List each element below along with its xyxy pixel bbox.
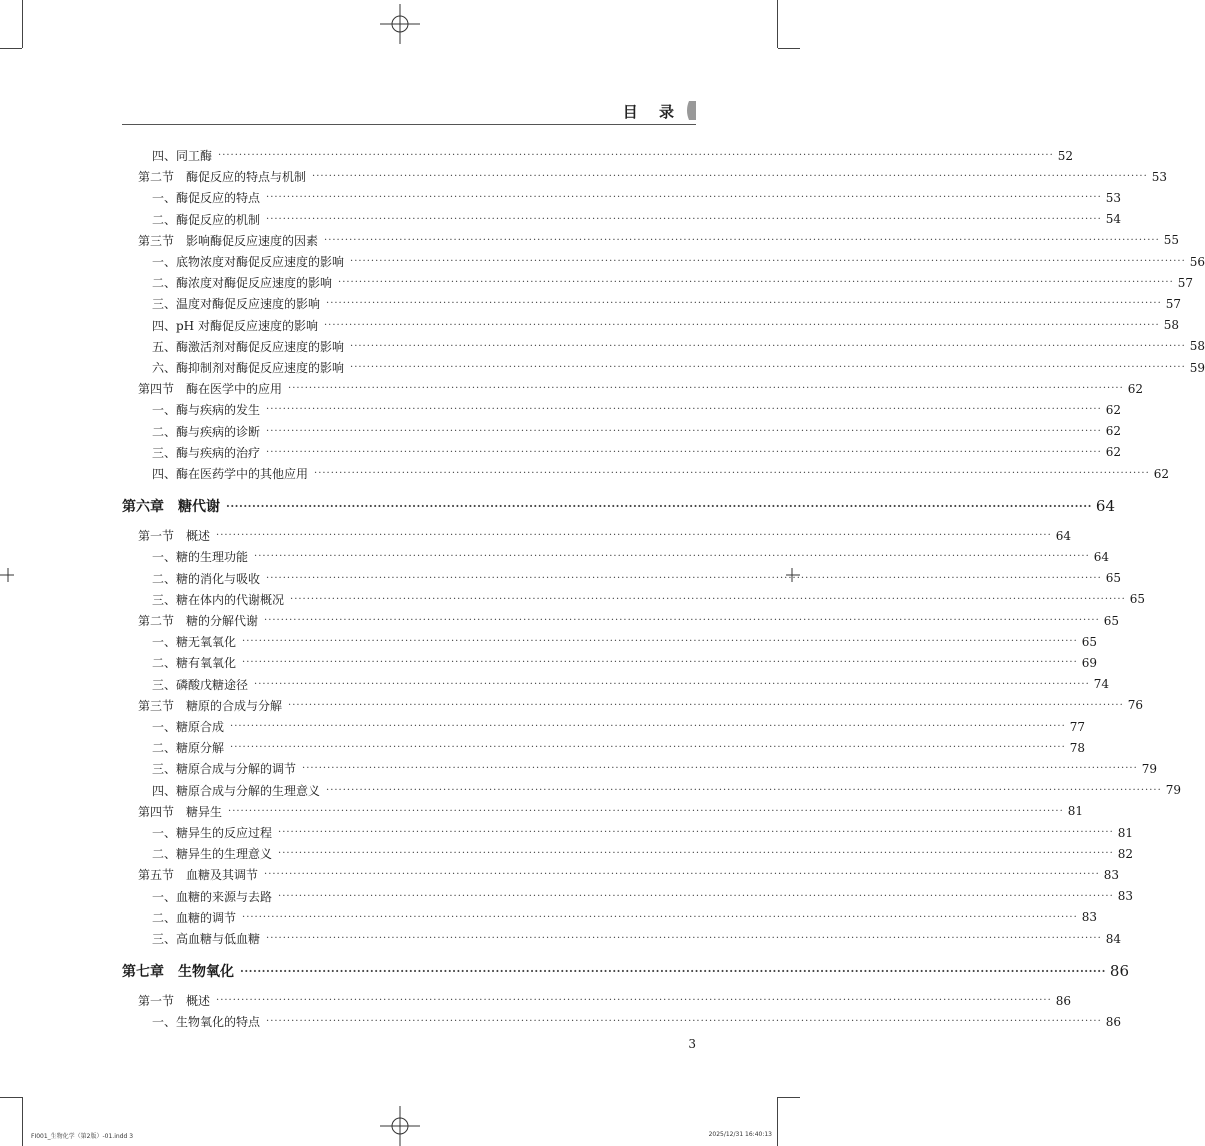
toc-subsection-entry bbox=[122, 463, 1170, 484]
toc-dot-leader: ········································································································································································································ bbox=[266, 404, 1102, 416]
toc-entry-label: 四、糖原合成与分解的生理意义 bbox=[152, 783, 321, 798]
toc-subsection-entry bbox=[122, 293, 1182, 314]
toc-section-entry bbox=[122, 990, 1072, 1011]
toc-subsection-entry bbox=[122, 357, 1205, 378]
toc-entry-label: 三、高血糖与低血糖 bbox=[152, 932, 261, 946]
toc-entry-page: 81 bbox=[1117, 825, 1134, 840]
toc-entry-page: 64 bbox=[1055, 528, 1072, 543]
toc-entry-label: 一、底物浓度对酶促反应速度的影响 bbox=[152, 255, 345, 269]
toc-subsection-entry bbox=[122, 758, 1158, 779]
toc-subsection-entry bbox=[122, 674, 1110, 695]
toc-subsection-entry bbox=[122, 442, 1122, 463]
registration-mark-bottom bbox=[380, 1106, 420, 1146]
toc-dot-leader: ········································································································································································································ bbox=[228, 805, 1064, 817]
toc-entry-page: 57 bbox=[1165, 296, 1182, 311]
toc-subsection-entry bbox=[122, 272, 1194, 293]
toc-dot-leader: ········································································································································································································ bbox=[264, 869, 1100, 881]
toc-chapter-entry bbox=[122, 494, 1116, 518]
toc-entry-page: 83 bbox=[1081, 910, 1098, 925]
toc-dot-leader: ········································································································································································································ bbox=[242, 636, 1078, 648]
toc-entry-page: 81 bbox=[1067, 804, 1084, 819]
toc-dot-leader: ········································································································································································································ bbox=[226, 499, 1092, 513]
toc-entry-page: 62 bbox=[1127, 381, 1144, 396]
toc-subsection-entry bbox=[122, 886, 1134, 907]
toc-subsection-entry bbox=[122, 928, 1122, 949]
crop-mark bbox=[22, 1097, 23, 1146]
toc-entry-label: 第二节 酶促反应的特点与机制 bbox=[138, 170, 307, 185]
toc-dot-leader: ········································································································································································································ bbox=[242, 911, 1078, 923]
toc-entry-page: 83 bbox=[1117, 889, 1134, 904]
toc-dot-leader: ········································································································································································································ bbox=[254, 678, 1090, 690]
page-number: 3 bbox=[688, 1037, 696, 1051]
toc-dot-leader: ········································································································································································································ bbox=[324, 234, 1160, 246]
toc-dot-leader: ········································································································································································································ bbox=[266, 192, 1102, 204]
toc-section-entry bbox=[122, 378, 1144, 399]
toc-subsection-entry bbox=[122, 399, 1122, 420]
toc-entry-page: 59 bbox=[1189, 360, 1205, 375]
toc-entry-label: 第六章 糖代谢 bbox=[122, 499, 220, 516]
toc-entry-label: 一、糖的生理功能 bbox=[152, 550, 249, 565]
toc-subsection-entry bbox=[122, 737, 1086, 758]
toc-section-entry bbox=[122, 695, 1144, 716]
toc-chapter-entry bbox=[122, 959, 1130, 983]
toc-entry-page: 53 bbox=[1105, 190, 1122, 205]
toc-dot-leader: ········································································································································································································ bbox=[218, 150, 1054, 161]
toc-entry-label: 六、酶抑制剂对酶促反应速度的影响 bbox=[152, 361, 345, 375]
toc-section-entry bbox=[122, 166, 1168, 187]
toc-dot-leader: ········································································································································································································ bbox=[266, 446, 1102, 458]
toc-entry-label: 三、磷酸戊糖途径 bbox=[152, 677, 249, 692]
registration-mark-top bbox=[380, 4, 420, 44]
toc-entry-label: 第四节 酶在医学中的应用 bbox=[138, 382, 283, 397]
toc-subsection-entry bbox=[122, 145, 1074, 166]
toc-entry-label: 第三节 影响酶促反应速度的因素 bbox=[138, 233, 319, 248]
toc-entry-label: 二、酶与疾病的诊断 bbox=[152, 424, 261, 439]
crop-mark bbox=[777, 1097, 778, 1146]
toc-subsection-entry bbox=[122, 843, 1134, 864]
toc-subsection-entry bbox=[122, 187, 1122, 208]
toc-subsection-entry bbox=[122, 631, 1098, 652]
toc-entry-label: 三、糖在体内的代谢概况 bbox=[152, 592, 285, 607]
toc-entry-label: 第四节 糖异生 bbox=[138, 804, 223, 819]
toc-entry-page: 64 bbox=[1093, 549, 1110, 564]
toc-entry-label: 一、生物氧化的特点 bbox=[152, 1015, 261, 1030]
crop-mark bbox=[0, 1097, 22, 1098]
toc-entry-page: 77 bbox=[1069, 719, 1086, 734]
toc-dot-leader: ········································································································································································································ bbox=[242, 657, 1078, 669]
toc-entry-label: 第七章 生物氧化 bbox=[122, 964, 234, 981]
toc-dot-leader: ········································································································································································································ bbox=[278, 848, 1114, 860]
crop-mark bbox=[777, 0, 778, 48]
footer-file-info: FI001_生物化学（第2版）-01.indd 3 bbox=[31, 1133, 134, 1140]
toc-subsection-entry bbox=[122, 716, 1086, 737]
header-rule bbox=[122, 124, 696, 125]
toc-subsection-entry bbox=[122, 315, 1179, 336]
toc-subsection-entry bbox=[122, 421, 1122, 442]
toc-entry-page: 62 bbox=[1105, 402, 1122, 417]
toc-entry-label: 五、酶激活剂对酶促反应速度的影响 bbox=[152, 339, 345, 354]
toc-entry-label: 二、糖原分解 bbox=[152, 741, 225, 756]
toc-dot-leader: ········································································································································································································ bbox=[338, 277, 1174, 289]
toc-entry-page: 58 bbox=[1163, 318, 1179, 333]
toc-dot-leader: ········································································································································································································ bbox=[326, 298, 1162, 310]
toc-dot-leader: ········································································································································································································ bbox=[240, 964, 1106, 978]
toc-subsection-entry bbox=[122, 546, 1110, 567]
toc-subsection-entry bbox=[122, 907, 1098, 928]
toc-entry-label: 四、酶在医药学中的其他应用 bbox=[152, 467, 309, 481]
page-header-title: 目 录 bbox=[622, 103, 682, 121]
toc-entry-label: 三、温度对酶促反应速度的影响 bbox=[152, 297, 321, 312]
toc-dot-leader: ········································································································································································································ bbox=[216, 995, 1052, 1007]
toc-entry-page: 86 bbox=[1055, 993, 1072, 1008]
toc-subsection-entry bbox=[122, 568, 1122, 589]
toc-dot-leader: ········································································································································································································ bbox=[230, 721, 1066, 732]
toc-section-entry bbox=[122, 610, 1120, 631]
toc-entry-page: 65 bbox=[1129, 592, 1146, 607]
toc-entry-page: 54 bbox=[1105, 212, 1122, 227]
toc-entry-page: 64 bbox=[1095, 497, 1116, 516]
toc-entry-label: 一、糖无氧氧化 bbox=[152, 635, 237, 650]
toc-dot-leader: ········································································································································································································ bbox=[266, 425, 1102, 437]
toc-section-entry bbox=[122, 230, 1180, 251]
toc-entry-label: 二、糖有氧氧化 bbox=[152, 656, 237, 671]
crop-mark bbox=[0, 48, 22, 49]
toc-dot-leader: ········································································································································································································ bbox=[254, 551, 1090, 563]
registration-mark-left bbox=[0, 566, 14, 584]
toc-entry-page: 62 bbox=[1105, 445, 1122, 460]
toc-entry-page: 62 bbox=[1153, 466, 1170, 481]
toc-subsection-entry bbox=[122, 780, 1182, 801]
toc-entry-label: 三、酶与疾病的治疗 bbox=[152, 445, 261, 460]
toc-entry-page: 83 bbox=[1103, 867, 1120, 882]
toc-entry-page: 79 bbox=[1141, 761, 1158, 776]
toc-entry-page: 84 bbox=[1105, 931, 1122, 946]
toc-subsection-entry bbox=[122, 652, 1098, 673]
toc-entry-page: 86 bbox=[1109, 962, 1130, 981]
toc-entry-label: 一、酶与疾病的发生 bbox=[152, 403, 261, 418]
toc-entry-label: 第三节 糖原的合成与分解 bbox=[138, 698, 283, 713]
toc-entry-page: 69 bbox=[1081, 655, 1098, 670]
footer-timestamp: 2025/12/31 16:40:13 bbox=[708, 1131, 772, 1138]
toc-entry-page: 53 bbox=[1151, 169, 1168, 184]
toc-entry-page: 78 bbox=[1069, 740, 1086, 755]
toc-dot-leader: ········································································································································································································ bbox=[326, 784, 1162, 796]
toc-entry-label: 第一节 概述 bbox=[138, 994, 211, 1009]
toc-section-entry bbox=[122, 864, 1120, 885]
toc-entry-page: 74 bbox=[1093, 677, 1110, 692]
toc-entry-page: 58 bbox=[1189, 339, 1205, 354]
toc-entry-page: 52 bbox=[1057, 148, 1074, 163]
toc-entry-label: 一、糖原合成 bbox=[152, 720, 225, 734]
toc-dot-leader: ········································································································································································································ bbox=[302, 763, 1138, 775]
toc-dot-leader: ········································································································································································································ bbox=[323, 319, 1160, 331]
toc-entry-page: 82 bbox=[1117, 846, 1134, 861]
toc-subsection-entry bbox=[122, 589, 1146, 610]
toc-subsection-entry bbox=[122, 336, 1205, 357]
toc-entry-page: 76 bbox=[1127, 698, 1144, 713]
toc-entry-page: 65 bbox=[1103, 613, 1120, 628]
toc-entry-label: 四、同工酶 bbox=[152, 149, 213, 163]
toc-entry-page: 65 bbox=[1081, 634, 1098, 649]
toc-entry-label: 四、pH 对酶促反应速度的影响 bbox=[152, 318, 318, 333]
toc-entry-label: 一、血糖的来源与去路 bbox=[152, 889, 273, 904]
toc-dot-leader: ········································································································································································································ bbox=[288, 699, 1124, 711]
toc-dot-leader: ········································································································································································································ bbox=[350, 340, 1186, 352]
toc-entry-label: 第二节 糖的分解代谢 bbox=[138, 614, 259, 628]
toc-entry-page: 86 bbox=[1105, 1014, 1122, 1029]
toc-entry-page: 55 bbox=[1163, 233, 1180, 248]
toc-dot-leader: ········································································································································································································ bbox=[266, 572, 1102, 584]
toc-dot-leader: ········································································································································································································ bbox=[278, 827, 1114, 838]
toc-entry-label: 第五节 血糖及其调节 bbox=[138, 868, 259, 883]
toc-dot-leader: ········································································································································································································ bbox=[230, 742, 1066, 754]
crop-mark bbox=[778, 1097, 800, 1098]
toc-entry-label: 一、糖异生的反应过程 bbox=[152, 826, 273, 840]
toc-entry-page: 62 bbox=[1105, 424, 1122, 439]
toc-entry-label: 二、酶浓度对酶促反应速度的影响 bbox=[152, 276, 333, 291]
toc-dot-leader: ········································································································································································································ bbox=[312, 171, 1148, 183]
toc-dot-leader: ········································································································································································································ bbox=[350, 256, 1186, 267]
toc-entry-label: 三、糖原合成与分解的调节 bbox=[152, 762, 297, 777]
toc-dot-leader: ········································································································································································································ bbox=[290, 593, 1126, 605]
toc-entry-page: 65 bbox=[1105, 571, 1122, 586]
toc-dot-leader: ········································································································································································································ bbox=[350, 362, 1186, 373]
toc-dot-leader: ········································································································································································································ bbox=[264, 615, 1100, 626]
toc-dot-leader: ········································································································································································································ bbox=[216, 530, 1052, 542]
toc-section-entry bbox=[122, 525, 1072, 546]
toc-entry-label: 二、血糖的调节 bbox=[152, 910, 237, 925]
toc-dot-leader: ········································································································································································································ bbox=[266, 933, 1102, 944]
toc-dot-leader: ········································································································································································································ bbox=[266, 1016, 1102, 1028]
toc-entry-label: 二、糖的消化与吸收 bbox=[152, 571, 261, 586]
toc-entry-page: 56 bbox=[1189, 254, 1205, 269]
toc-entry-label: 一、酶促反应的特点 bbox=[152, 191, 261, 206]
toc-subsection-entry bbox=[122, 1011, 1122, 1032]
toc-dot-leader: ········································································································································································································ bbox=[266, 213, 1102, 225]
toc-entry-page: 79 bbox=[1165, 783, 1182, 798]
crop-mark bbox=[778, 48, 800, 49]
header-tab-mark bbox=[684, 101, 696, 120]
toc-entry-label: 二、糖异生的生理意义 bbox=[152, 847, 273, 862]
toc-entry-page: 57 bbox=[1177, 275, 1194, 290]
toc-section-entry bbox=[122, 801, 1084, 822]
toc-entry-label: 二、酶促反应的机制 bbox=[152, 212, 261, 227]
toc-subsection-entry bbox=[122, 822, 1134, 843]
toc-dot-leader: ········································································································································································································ bbox=[278, 890, 1114, 902]
toc-entry-label: 第一节 概述 bbox=[138, 529, 211, 544]
toc-dot-leader: ········································································································································································································ bbox=[288, 383, 1124, 395]
toc-dot-leader: ········································································································································································································ bbox=[314, 468, 1150, 479]
toc-subsection-entry bbox=[122, 251, 1205, 272]
crop-mark bbox=[22, 0, 23, 48]
toc-subsection-entry bbox=[122, 209, 1122, 230]
